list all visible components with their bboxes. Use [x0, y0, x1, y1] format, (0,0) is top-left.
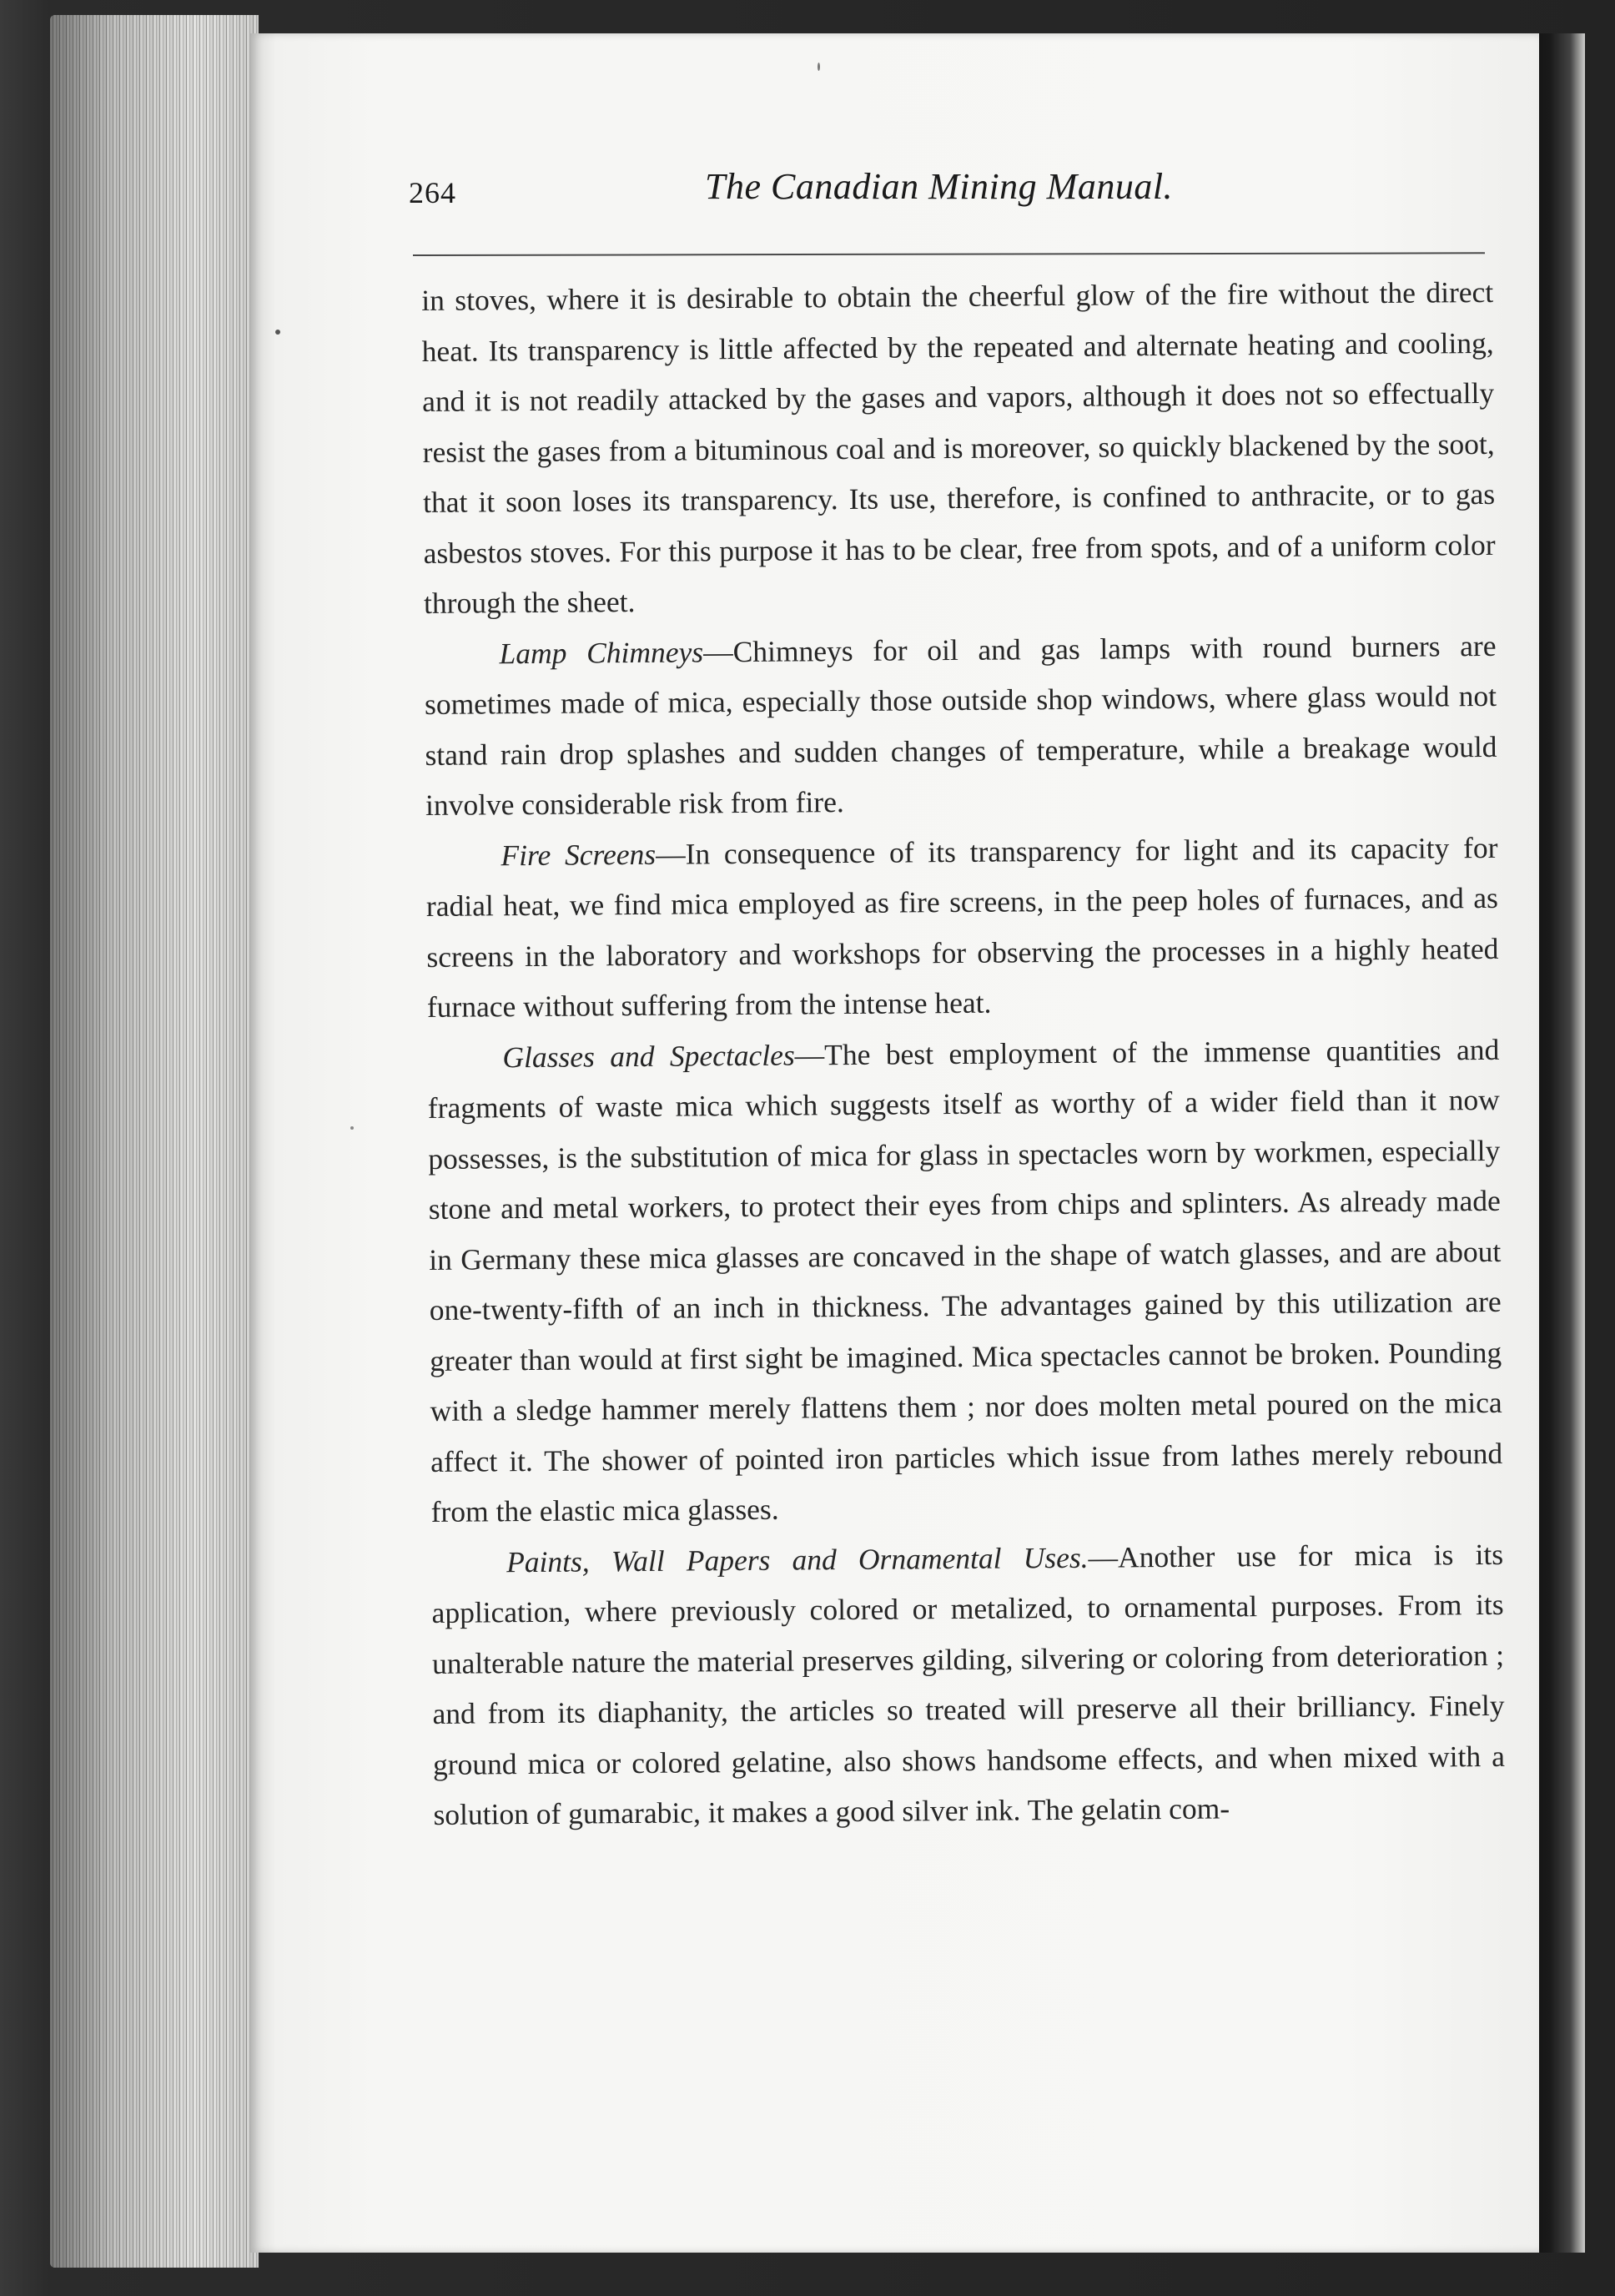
page-number: 264	[409, 176, 456, 209]
paragraph-paints-wall-papers	[431, 1528, 1506, 1840]
paragraph-text: —Chimneys for oil and gas lamps with round burners are sometimes made of mica, especially those outside shop windows, where glass would not stand rain drop splashes and sudden changes of temperature, while a breakage would involve considerable risk from fire.	[424, 628, 1497, 822]
paragraph-title: Lamp Chimneys	[499, 634, 704, 670]
paragraph-title: Glasses and Spectacles	[502, 1038, 795, 1074]
paragraph-text: —Another use for mica is its application, where previously colored or metalized, to ornamental purposes. From its unalterable nature the material preserves gilding, silvering or coloring from deterioration ; and from its diaphanity, the articles so treated will preserve all their brilliancy. Finely ground mica or colored gelatine, also shows handsome effects, and when mixed with a solution of gumarabic, it makes a good silver ink. The gelatin com-	[431, 1537, 1506, 1831]
paragraph-text: in stoves, where it is desirable to obtain the cheerful glow of the fire without the direct heat. Its transparency is little affected by the repeated and alternate heating and cooling, and it is not readily attacked by the gases and vapors, although it does not so effectually resist the gases from a bituminous coal and is moreover, so quickly blackened by the soot, that it soon loses its transparency. Its use, therefore, is confined to anthracite, or to gas asbestos stoves. For this purpose it has to be clear, free from spots, and of a uniform color through the sheet.	[421, 274, 1496, 620]
scan-speck	[818, 63, 820, 71]
page-header	[409, 159, 1510, 225]
book-page-edges-shadow	[50, 15, 259, 2268]
header-rule	[413, 252, 1485, 256]
paragraph-title: Fire Screens	[501, 837, 657, 872]
paragraph-title: Paints, Wall Papers and Ornamental Uses.	[506, 1540, 1089, 1578]
scan-speck	[350, 1126, 354, 1130]
paragraph-text: —In consequence of its transparency for light and its capacity for radial heat, we find mica employed as fire screens, in the peep holes of furnaces, and as screens in the laboratory and workshops for observing the processes in a highly heated furnace without suffering from the intense heat.	[425, 830, 1499, 1024]
paragraph-continued	[421, 267, 1496, 629]
scan-speck	[275, 330, 280, 335]
book-page	[250, 33, 1539, 2253]
paragraph-glasses-spectacles	[427, 1024, 1503, 1537]
page-body	[421, 267, 1506, 1840]
paragraph-lamp-chimneys	[424, 620, 1497, 830]
running-title: The Canadian Mining Manual.	[705, 166, 1174, 207]
paragraph-fire-screens	[425, 822, 1499, 1032]
paragraph-text: —The best employment of the immense quantities and fragments of waste mica which suggests itself as worthy of a wider field than it now possesses, is the substitution of mica for glass in spectacles worn by workmen, especially stone and metal workers, to protect their eyes from chips and splinters. As already made in Germany these mica glasses are concaved in the shape of watch glasses, and are about one-twenty-fifth of an inch in thickness. The advantages gained by this utilization are greater than would at first sight be imagined. Mica spectacles cannot be broken. Pounding with a sledge hammer merely flattens them ; nor does molten metal poured on the mica affect it. The shower of pointed iron particles which issue from lathes merely rebound from the elastic mica glasses.	[427, 1032, 1503, 1528]
